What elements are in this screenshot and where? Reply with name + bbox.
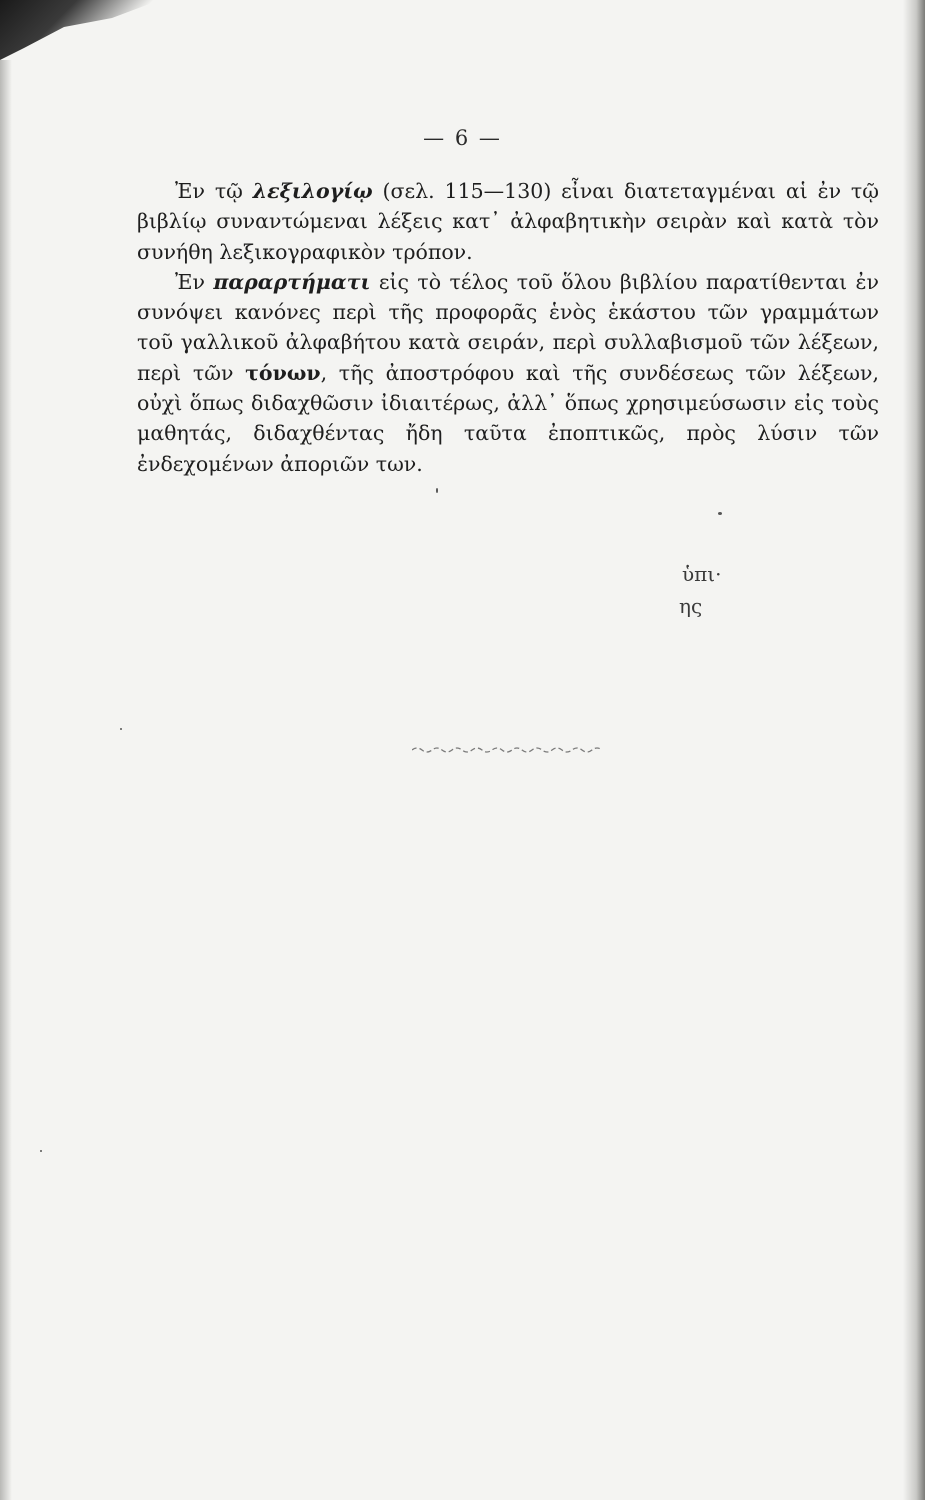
left-edge-shadow [0, 60, 12, 1500]
paragraph-2-rest: , τῆς ἀποστρόφου καὶ τῆς συνδέσεως τῶν λέξεων, οὐχὶ ὅπως διδαχθῶσιν ἰδιαιτέρως, ἀλλ᾽ ὅπως χρησιμεύσωσιν εἰς τοὺς μαθητάς, διδαχθέντας ἤδη ταῦτα ἐποπτικῶς, πρὸς λύσιν τῶν ἐνδεχομένων ἀποριῶν των. [137, 360, 879, 476]
ink-speck [436, 488, 438, 493]
page-number: — 6 — [423, 126, 502, 150]
ink-speck [40, 1150, 42, 1152]
ink-speck [718, 512, 722, 515]
margin-fragment-1: ὑπι· [682, 562, 722, 586]
decorative-rule [412, 744, 602, 756]
term-lexicon: λεξιλογίῳ [252, 179, 373, 203]
paragraph-1-rest: (σελ. 115—130) εἶναι διατεταγμέναι αἱ ἐν τῷ βιβλίῳ συναντώμεναι λέξεις κατ᾽ ἀλφαβητικὴν σειρὰν καὶ κατὰ τὸν συνήθη λεξικογραφικὸν τρόπον. [137, 179, 879, 264]
term-accents: τόνων [245, 360, 321, 385]
paragraph-2-middle: εἰς τὸ τέλος τοῦ ὅλου βιβλίου παρατίθενται ἐν συνόψει κανόνες περὶ τῆς προφορᾶς ἑνὸς ἑκάστου τῶν γραμμάτων τοῦ γαλλικοῦ ἀλφαβήτου κατὰ σειράν, περὶ συλλαβισμοῦ τῶν λέξεων, περὶ τῶν [137, 269, 880, 385]
paragraph-lexicon [137, 176, 879, 267]
paragraph-1-start: Ἐν τῷ [175, 179, 253, 203]
ink-speck [120, 728, 122, 730]
torn-corner [0, 0, 160, 60]
right-edge-shadow [903, 0, 925, 1500]
body-text [137, 176, 879, 479]
paragraph-2-start: Ἐν [175, 269, 214, 294]
paragraph-appendix [137, 267, 879, 479]
term-appendix: παραρτήματι [213, 269, 371, 294]
margin-fragment-2: ης [679, 594, 703, 618]
